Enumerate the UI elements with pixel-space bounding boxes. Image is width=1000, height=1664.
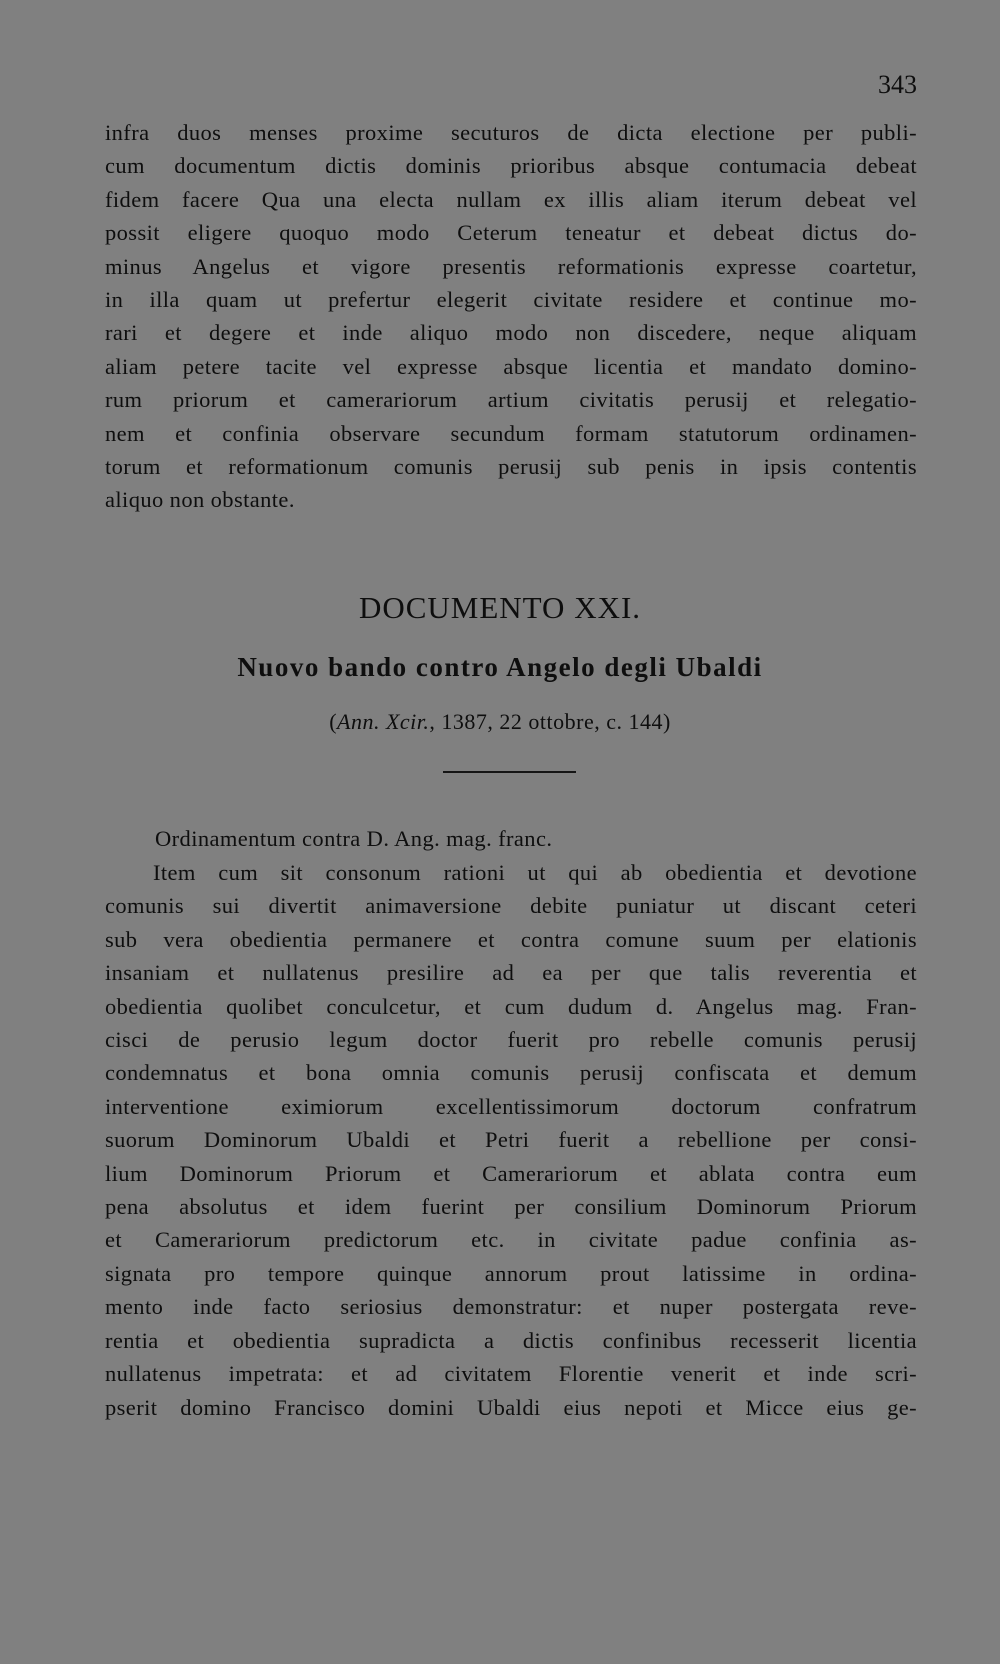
text-line: cisci de perusio legum doctor fuerit pro rebelle comunis perusij xyxy=(105,1027,917,1053)
text-line: rari et degere et inde aliquo modo non discedere, neque aliquam xyxy=(105,320,917,346)
text-line: rum priorum et camerariorum artium civitatis perusij et relegatio- xyxy=(105,387,917,413)
text-line: fidem facere Qua una electa nullam ex illis aliam iterum debeat vel xyxy=(105,186,917,212)
source-archive-ref: Ann. Xcir. xyxy=(337,709,430,734)
text-line: obedientia quolibet conculcetur, et cum dudum d. Angelus mag. Fran- xyxy=(105,993,917,1019)
source-date-ref: , 1387, 22 ottobre, c. 144) xyxy=(429,709,671,734)
text-line: condemnatus et bona omnia comunis perusij confiscata et demum xyxy=(105,1060,917,1086)
text-line: nullatenus impetrata: et ad civitatem Florentie venerit et inde scri- xyxy=(105,1361,917,1387)
text-line: cum documentum dictis dominis prioribus absque contumacia debeat xyxy=(105,153,917,179)
section-divider xyxy=(443,771,576,773)
text-line: lium Dominorum Priorum et Camerariorum et ablata contra eum xyxy=(105,1160,917,1186)
document-source-citation xyxy=(0,709,1000,735)
document-subtitle: Nuovo bando contro Angelo degli Ubaldi xyxy=(237,652,763,682)
text-line: pena absolutus et idem fuerint per consilium Dominorum Priorum xyxy=(105,1194,917,1220)
document-title: DOCUMENTO XXI. xyxy=(358,590,642,625)
page-number: 343 xyxy=(878,70,917,99)
text-line: pserit domino Francisco domini Ubaldi eius nepoti et Micce eius ge- xyxy=(105,1394,917,1420)
text-line: torum et reformationum comunis perusij sub penis in ipsis contentis xyxy=(105,454,917,480)
text-line: infra duos menses proxime secuturos de dicta electione per publi- xyxy=(105,120,917,145)
text-line: aliam petere tacite vel expresse absque licentia et mandato domino- xyxy=(105,353,917,379)
ordinance-heading: Ordinamentum contra D. Ang. mag. franc. xyxy=(155,826,553,851)
text-line: mento inde facto seriosius demonstratur: et nuper postergata reve- xyxy=(105,1294,917,1320)
top-paragraph xyxy=(105,116,917,517)
text-line: aliquo non obstante. xyxy=(105,487,295,513)
text-line: sub vera obedientia permanere et contra comune suum per elationis xyxy=(105,926,917,952)
text-line: possit eligere quoquo modo Ceterum teneatur et debeat dictus do- xyxy=(105,220,917,246)
text-line: minus Angelus et vigore presentis reformationis expresse coartetur, xyxy=(105,253,917,279)
text-line: suorum Dominorum Ubaldi et Petri fuerit a rebellione per consi- xyxy=(105,1127,917,1153)
text-line: et Camerariorum predictorum etc. in civitate padue confinia as- xyxy=(105,1227,917,1253)
source-open-paren: ( xyxy=(329,709,338,734)
text-line: rentia et obedientia supradicta a dictis confinibus recesserit licentia xyxy=(105,1327,917,1353)
text-line: in illa quam ut prefertur elegerit civitate residere et continue mo- xyxy=(105,287,917,313)
text-line: signata pro tempore quinque annorum prout latissime in ordina- xyxy=(105,1260,917,1286)
body-paragraph xyxy=(105,856,917,1424)
text-line: insaniam et nullatenus presilire ad ea per que talis reverentia et xyxy=(105,960,917,986)
text-line: nem et confinia observare secundum formam statutorum ordinamen- xyxy=(105,420,917,446)
text-line: Item cum sit consonum rationi ut qui ab obedientia et devotione xyxy=(153,860,917,885)
text-line: interventione eximiorum excellentissimorum doctorum confratrum xyxy=(105,1093,917,1119)
text-line: comunis sui divertit animaversione debite puniatur ut discant ceteri xyxy=(105,893,917,919)
